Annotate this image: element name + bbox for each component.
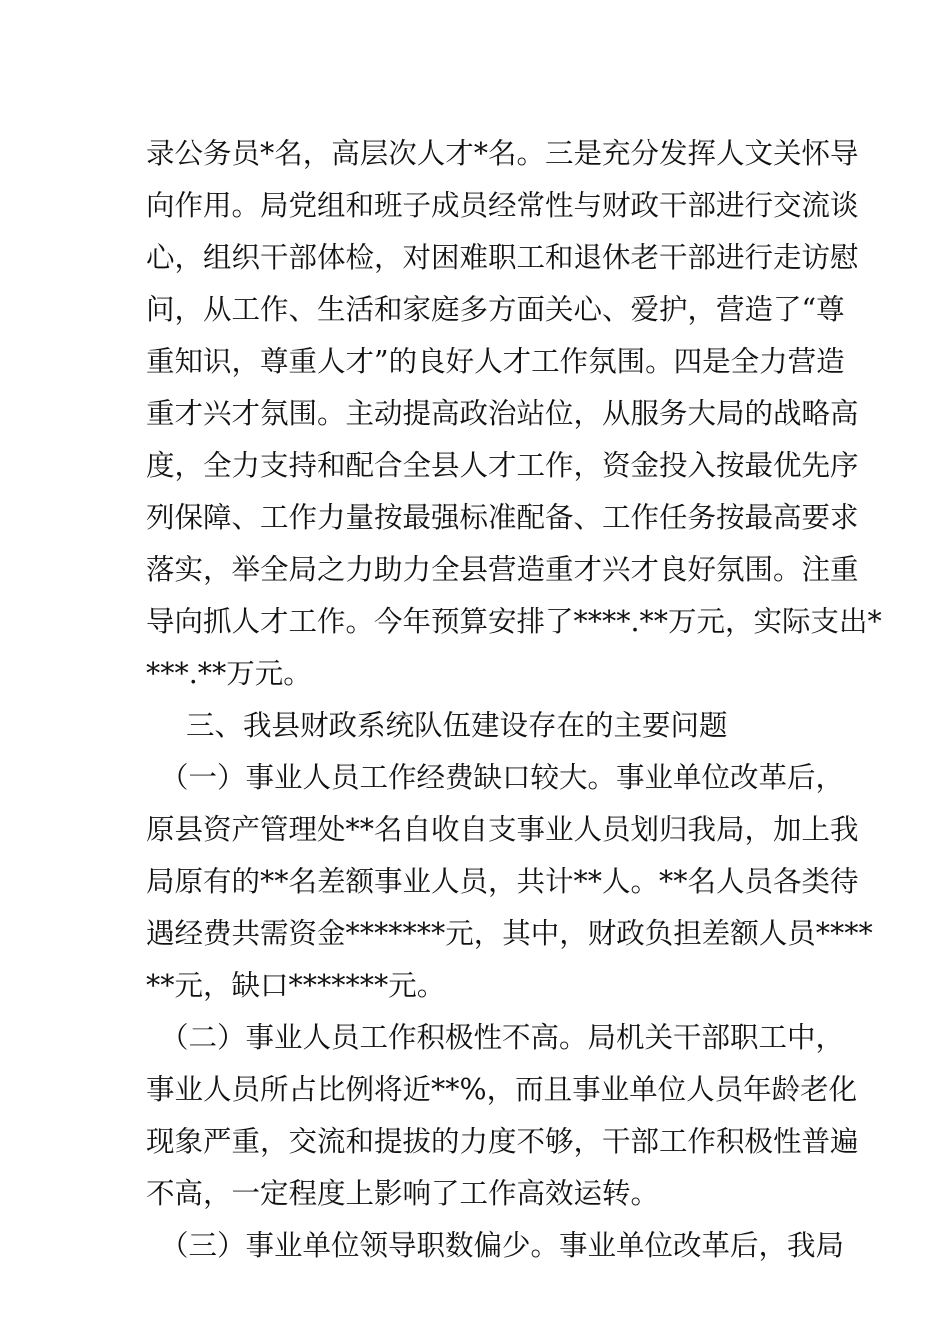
text-line: ***.**万元。 (146, 657, 312, 690)
text-line: 问，从工作、生活和家庭多方面关心、爱护，营造了“尊 (146, 293, 845, 326)
text-line: 重才兴才氛围。主动提高政治站位，从服务大局的战略高 (146, 397, 859, 430)
text-line: 列保障、工作力量按最强标准配备、工作任务按最高要求 (146, 501, 859, 534)
text-line: 局原有的**名差额事业人员，共计**人。**名人员各类待 (146, 865, 859, 898)
text-line: 现象严重，交流和提拔的力度不够，干部工作积极性普遍 (146, 1125, 859, 1158)
text-line: 遇经费共需资金*******元，其中，财政负担差额人员**** (146, 917, 873, 950)
text-line: 心，组织干部体检，对困难职工和退休老干部进行走访慰 (146, 241, 859, 274)
text-line: （三）事业单位领导职数偏少。事业单位改革后，我局 (160, 1229, 845, 1262)
text-line: 重知识，尊重人才”的良好人才工作氛围。四是全力营造 (146, 345, 845, 378)
text-line: 落实，举全局之力助力全县营造重才兴才良好氛围。注重 (146, 553, 859, 586)
text-line: 向作用。局党组和班子成员经常性与财政干部进行交流谈 (146, 189, 859, 222)
section-heading: 三、我县财政系统队伍建设存在的主要问题 (186, 709, 728, 742)
text-line: 度，全力支持和配合全县人才工作，资金投入按最优先序 (146, 449, 859, 482)
text-line: 原县资产管理处**名自收自支事业人员划归我局，加上我 (146, 813, 859, 846)
text-line: 不高，一定程度上影响了工作高效运转。 (146, 1177, 660, 1210)
text-line: 录公务员*名，高层次人才*名。三是充分发挥人文关怀导 (146, 137, 859, 170)
text-line: 事业人员所占比例将近**%，而且事业单位人员年龄老化 (146, 1073, 858, 1106)
text-line: （二）事业人员工作积极性不高。局机关干部职工中， (160, 1021, 845, 1054)
text-line: **元，缺口*******元。 (146, 969, 446, 1002)
text-line: （一）事业人员工作经费缺口较大。事业单位改革后， (160, 761, 845, 794)
text-line: 导向抓人才工作。今年预算安排了****.**万元，实际支出* (146, 605, 882, 638)
